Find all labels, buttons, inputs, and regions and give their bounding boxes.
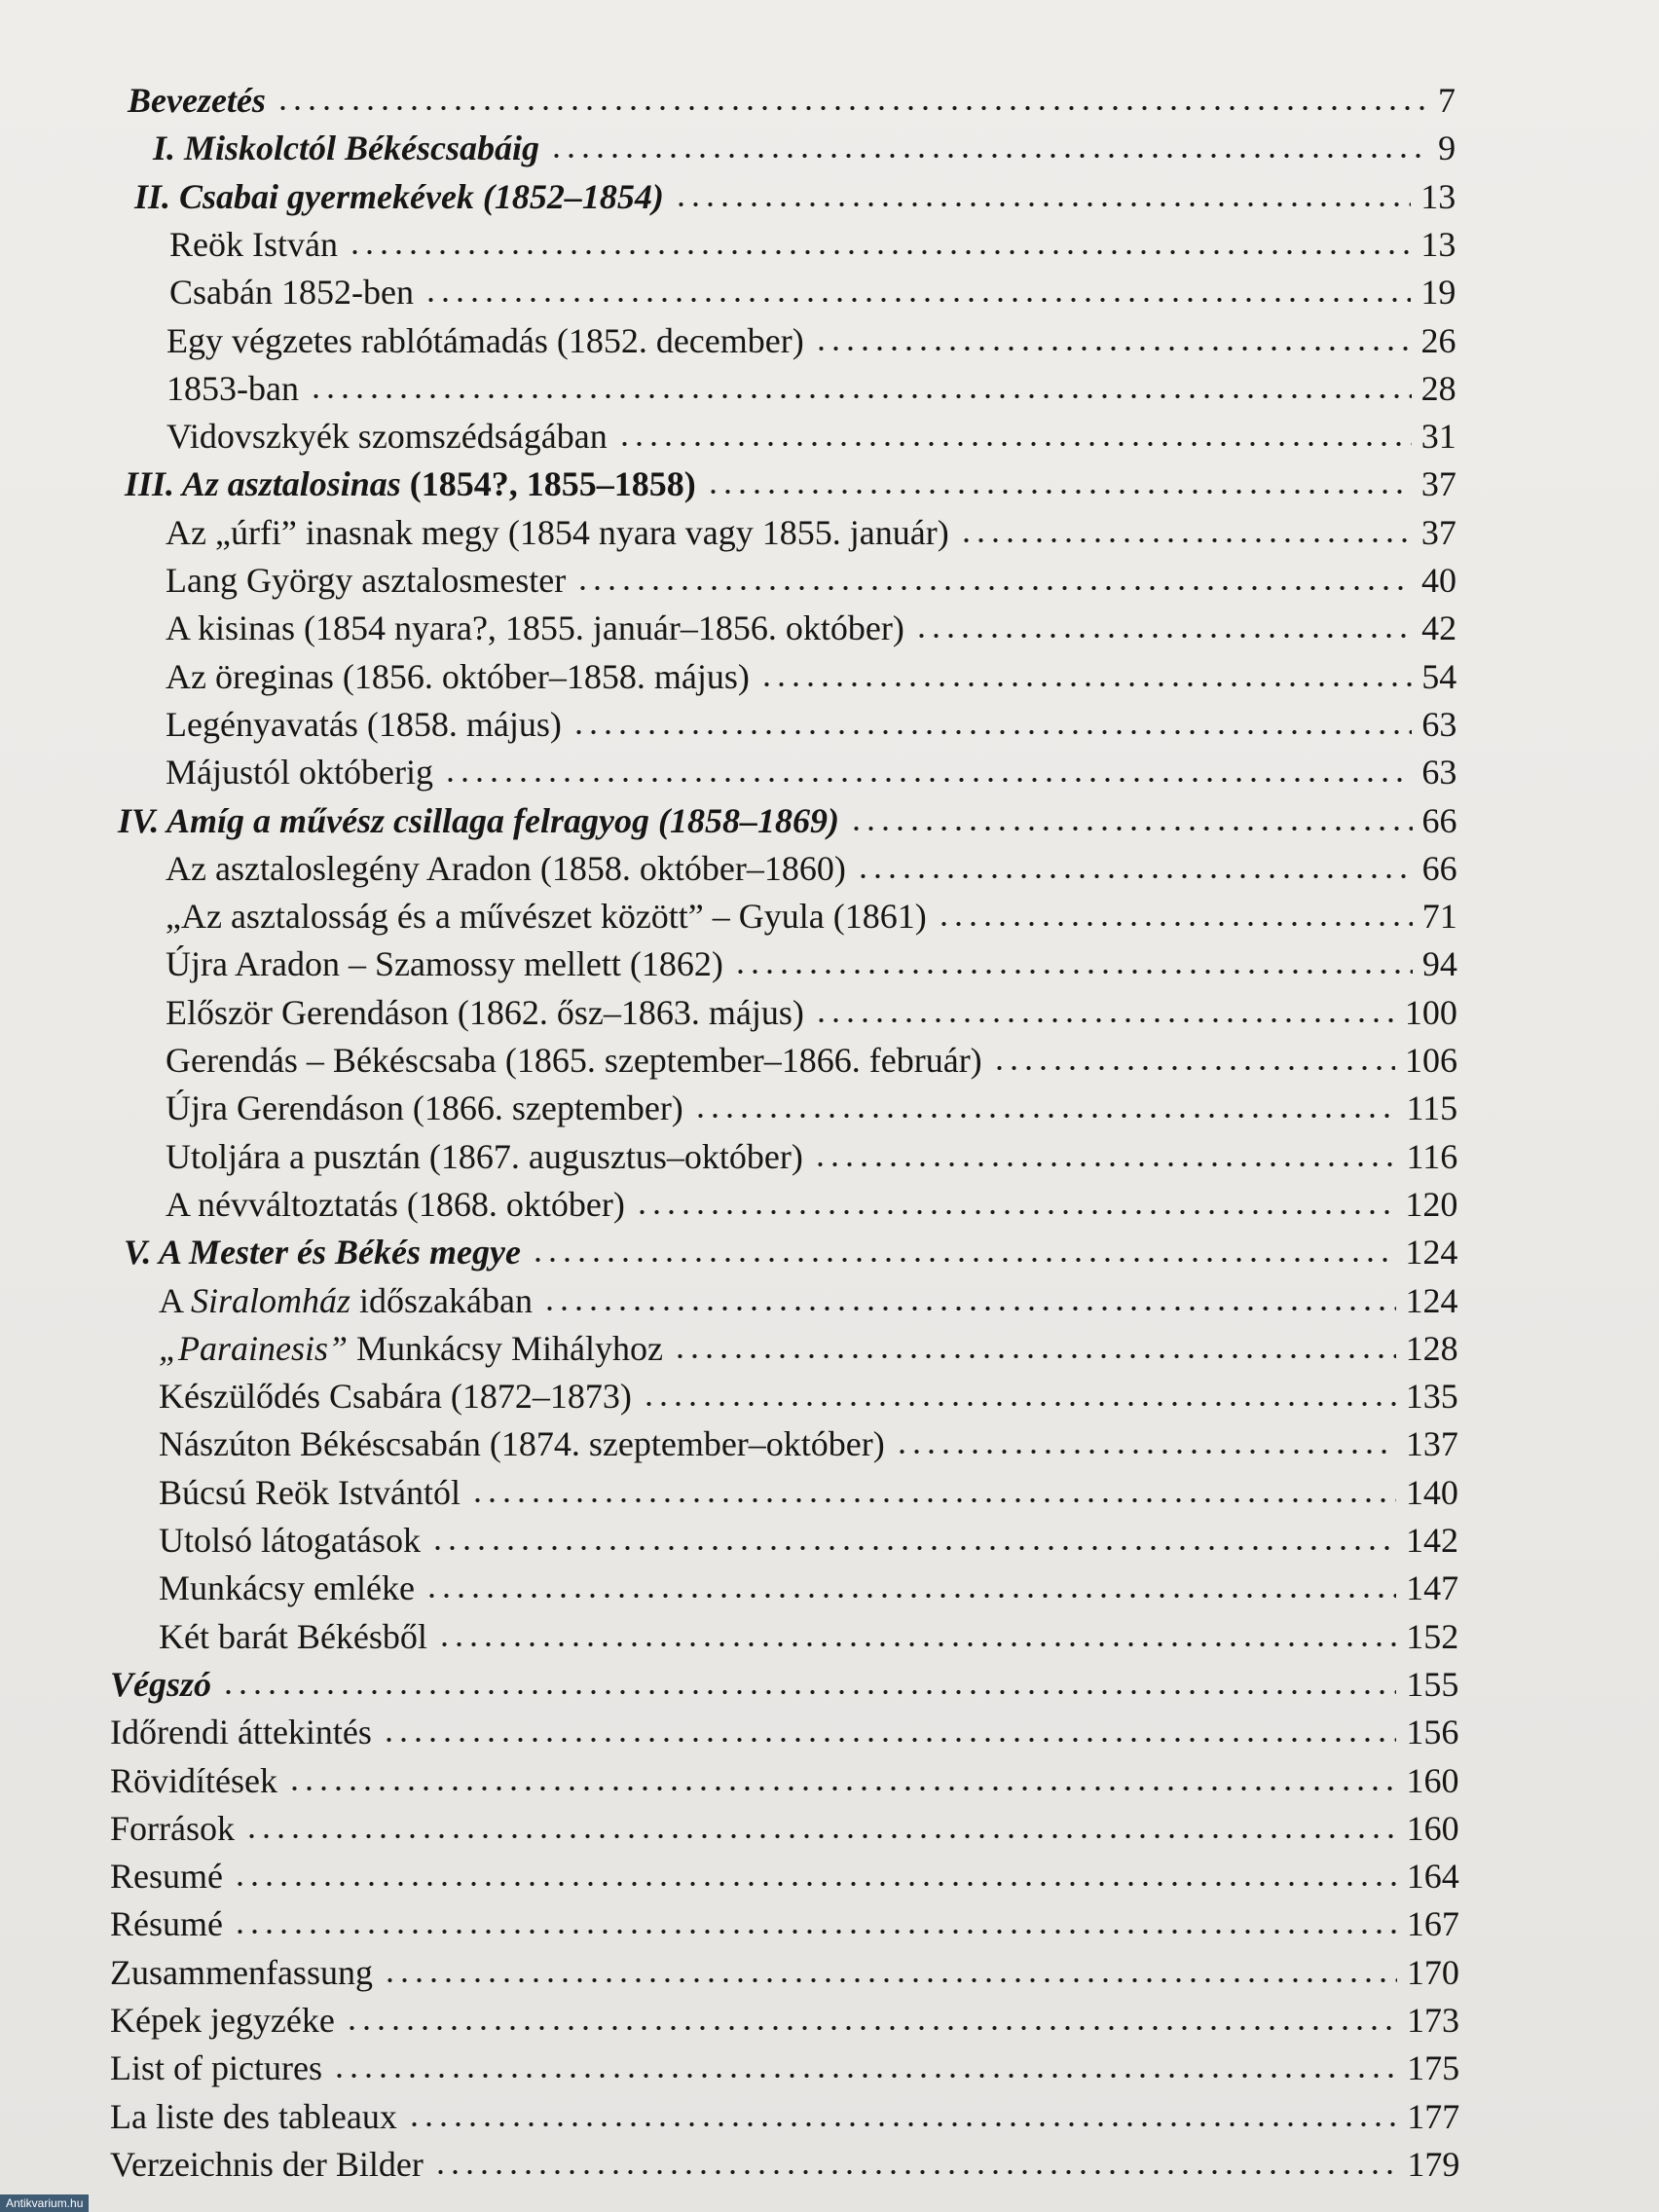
toc-entry-title: Legényavatás (1858. május) xyxy=(166,704,562,744)
toc-page-number: 116 xyxy=(1406,1136,1458,1176)
toc-entry-title: Időrendi áttekintés xyxy=(110,1713,372,1752)
toc-entry-title-part: Munkácsy Mihályhoz xyxy=(348,1328,663,1368)
toc-entry-title: „Az asztalosság és a művészet között” – Gyula (1861) xyxy=(166,897,927,937)
toc-entry-title xyxy=(159,1278,533,1323)
toc-leader-dots xyxy=(348,248,1411,256)
toc-leader-dots xyxy=(470,1496,1396,1504)
toc-leader-dots xyxy=(221,1688,1396,1696)
toc-entry-title: Először Gerendáson (1862. ősz–1863. május) xyxy=(166,992,804,1032)
toc-page-number: 173 xyxy=(1407,2001,1459,2040)
toc-entry-title: Az „úrfi” inasnak megy (1854 nyara vagy 1855. január) xyxy=(166,512,949,552)
toc-leader-dots xyxy=(959,536,1412,544)
toc-entry-title-part: III. Az asztalosinas xyxy=(125,464,401,504)
toc-page-number: 124 xyxy=(1405,1280,1458,1320)
toc-leader-dots xyxy=(575,584,1412,592)
toc-entry[interactable] xyxy=(166,414,1456,459)
toc-page-number: 106 xyxy=(1405,1041,1457,1080)
toc-leader-dots xyxy=(383,1976,1397,1984)
toc-entry-title: Képek jegyzéke xyxy=(110,2001,335,2040)
toc-entry[interactable] xyxy=(110,1710,1458,1754)
toc-entry[interactable] xyxy=(110,2094,1459,2139)
toc-page-number: 19 xyxy=(1420,273,1456,313)
toc-entry[interactable] xyxy=(110,1806,1459,1851)
toc-entry-title: Az öreginas (1856. október–1858. május) xyxy=(166,656,750,696)
toc-page-number: 177 xyxy=(1407,2096,1460,2136)
toc-entry[interactable] xyxy=(166,894,1457,939)
toc-entry-title: Rövidítések xyxy=(110,1760,277,1800)
toc-entry-title-part: A xyxy=(159,1280,192,1320)
toc-entry-title: Készülődés Csabára (1872–1873) xyxy=(159,1377,632,1417)
toc-entry[interactable] xyxy=(166,654,1456,699)
toc-page-number: 9 xyxy=(1438,129,1456,168)
toc-leader-dots xyxy=(856,872,1413,880)
toc-entry-title: Végszó xyxy=(110,1664,212,1704)
toc-entry-title-part: (1854?, 1855–1858) xyxy=(400,464,696,504)
toc-entry[interactable] xyxy=(166,558,1456,603)
toc-leader-dots xyxy=(914,632,1412,640)
toc-leader-dots xyxy=(233,1928,1397,1936)
toc-entry-title: Két barát Békésből xyxy=(159,1616,427,1656)
toc-leader-dots xyxy=(849,825,1413,832)
toc-entry[interactable] xyxy=(110,1758,1459,1803)
toc-entry-title: La liste des tableaux xyxy=(110,2096,397,2136)
toc-page-number: 100 xyxy=(1404,992,1457,1032)
toc-page-number: 37 xyxy=(1420,464,1456,504)
toc-leader-dots xyxy=(437,1641,1396,1648)
toc-page-number: 7 xyxy=(1438,81,1456,120)
toc-page-number: 37 xyxy=(1420,512,1456,552)
toc-page-number: 63 xyxy=(1421,753,1457,793)
toc-leader-dots xyxy=(244,1832,1397,1840)
toc-leader-dots xyxy=(531,1256,1395,1264)
toc-entry-title: I. Miskolctól Békéscsabáig xyxy=(153,129,539,168)
toc-entry[interactable] xyxy=(159,1421,1458,1466)
toc-entry-title: Reök István xyxy=(169,224,338,264)
watermark: Antikvarium.hu xyxy=(0,2194,89,2212)
toc-entry-title: Újra Gerendáson (1866. szeptember) xyxy=(166,1088,683,1128)
toc-entry[interactable] xyxy=(159,1374,1458,1419)
toc-page-number: 175 xyxy=(1407,2048,1460,2088)
toc-entry-title: IV. Amíg a művész csillaga felragyog (1858–1869) xyxy=(118,800,839,840)
toc-leader-dots xyxy=(443,776,1412,784)
toc-page-number: 40 xyxy=(1421,561,1456,600)
toc-leader-dots xyxy=(332,2072,1397,2080)
toc-entry-title: Egy végzetes rablótámadás (1852. december) xyxy=(166,320,804,360)
toc-entry[interactable] xyxy=(166,1182,1457,1227)
toc-entry[interactable] xyxy=(166,846,1457,891)
toc-leader-dots xyxy=(617,440,1412,448)
toc-entry-title: II. Csabai gyermekévek (1852–1854) xyxy=(134,176,664,216)
toc-page-number: 179 xyxy=(1407,2144,1460,2184)
toc-entry[interactable] xyxy=(166,750,1456,794)
toc-entry[interactable] xyxy=(159,1614,1458,1659)
toc-page-number: 140 xyxy=(1405,1472,1458,1512)
toc-page-number: 167 xyxy=(1406,1904,1459,1944)
toc-entry[interactable] xyxy=(118,798,1457,843)
toc-entry-title: A névváltoztatás (1868. október) xyxy=(166,1184,625,1224)
toc-leader-dots xyxy=(433,2168,1397,2176)
toc-entry-title: Resumé xyxy=(110,1857,223,1897)
toc-leader-dots xyxy=(895,1448,1396,1456)
toc-leader-dots xyxy=(937,920,1413,928)
toc-leader-dots xyxy=(424,1592,1396,1600)
toc-leader-dots xyxy=(430,1544,1396,1552)
toc-page-number: 13 xyxy=(1420,176,1456,216)
toc-entry[interactable] xyxy=(110,1901,1459,1946)
toc-entry-title: Résumé xyxy=(110,1904,223,1944)
toc-entry[interactable] xyxy=(153,126,1456,170)
toc-page-number: 42 xyxy=(1421,608,1457,648)
toc-entry[interactable] xyxy=(159,1566,1458,1610)
toc-entry[interactable] xyxy=(110,2046,1459,2090)
toc-leader-dots xyxy=(549,152,1428,160)
toc-entry-title: Újra Aradon – Szamossy mellett (1862) xyxy=(166,944,723,984)
toc-entry-title: Utoljára a pusztán (1867. augusztus–október) xyxy=(166,1136,803,1176)
toc-entry[interactable] xyxy=(166,606,1456,650)
toc-entry-title xyxy=(159,1326,663,1371)
toc-entry[interactable] xyxy=(166,510,1456,555)
toc-entry-title: List of pictures xyxy=(110,2048,322,2088)
toc-page-number: 54 xyxy=(1421,656,1457,696)
toc-entry-title: Zusammenfassung xyxy=(110,1952,373,1992)
toc-entry[interactable] xyxy=(159,1518,1458,1563)
toc-page-number: 128 xyxy=(1405,1328,1458,1368)
toc-leader-dots xyxy=(642,1400,1396,1408)
toc-page-number: 31 xyxy=(1420,417,1456,457)
toc-page-number: 66 xyxy=(1421,848,1457,888)
toc-leader-dots xyxy=(759,681,1412,688)
toc-entry-title: Vidovszkyék szomszédságában xyxy=(166,417,608,457)
toc-page-number: 94 xyxy=(1421,944,1457,984)
toc-entry[interactable] xyxy=(166,702,1456,747)
toc-entry-title-part: Siralomház xyxy=(191,1280,351,1320)
toc-entry[interactable] xyxy=(159,1278,1458,1323)
toc-leader-dots xyxy=(309,392,1412,400)
toc-leader-dots xyxy=(814,1016,1395,1024)
toc-entry-title: Az asztaloslegény Aradon (1858. október–1860) xyxy=(166,848,846,888)
toc-entry[interactable] xyxy=(166,1086,1457,1130)
toc-leader-dots xyxy=(382,1736,1396,1744)
toc-page-number: 170 xyxy=(1406,1952,1459,1992)
toc-entry[interactable] xyxy=(110,1854,1459,1899)
toc-page-number: 135 xyxy=(1405,1377,1458,1417)
toc-entry-title: Munkácsy emléke xyxy=(159,1568,415,1608)
toc-page-number: 71 xyxy=(1421,897,1457,937)
toc-leader-dots xyxy=(673,1352,1396,1360)
toc-leader-dots xyxy=(287,1785,1397,1792)
toc-page-number: 115 xyxy=(1406,1088,1458,1128)
toc-leader-dots xyxy=(571,728,1412,736)
toc-entry[interactable] xyxy=(125,461,1456,506)
toc-page-number: 142 xyxy=(1406,1521,1458,1560)
toc-entry-title: Májustól októberig xyxy=(166,753,433,793)
toc-entry-title: Lang György asztalosmester xyxy=(166,561,567,600)
toc-page-number: 160 xyxy=(1406,1760,1459,1800)
toc-entry[interactable] xyxy=(110,1662,1458,1707)
toc-entry[interactable] xyxy=(169,222,1456,267)
toc-leader-dots xyxy=(276,104,1428,112)
toc-entry[interactable] xyxy=(166,1134,1457,1179)
toc-page-number: 120 xyxy=(1405,1184,1458,1224)
toc-leader-dots xyxy=(233,1880,1397,1888)
toc-entry-title: Utolsó látogatások xyxy=(159,1521,421,1560)
toc-entry-title: Nászúton Békéscsabán (1874. szeptember–október) xyxy=(159,1424,885,1464)
toc-page-number: 156 xyxy=(1406,1713,1459,1752)
toc-entry-title: Csabán 1852-ben xyxy=(169,273,414,313)
toc-page-number: 124 xyxy=(1405,1233,1458,1272)
toc-entry[interactable] xyxy=(128,78,1456,123)
toc-page-number: 13 xyxy=(1420,224,1456,264)
toc-entry-title xyxy=(125,461,696,506)
toc-entry[interactable] xyxy=(159,1326,1458,1371)
toc-entry-title: 1853-ban xyxy=(166,368,299,408)
toc-leader-dots xyxy=(992,1064,1395,1072)
toc-leader-dots xyxy=(706,488,1412,496)
toc-entry-title: Bevezetés xyxy=(128,81,266,120)
toc-page-number: 152 xyxy=(1406,1616,1459,1656)
toc-entry-title: A kisinas (1854 nyara?, 1855. január–1856. október) xyxy=(166,608,904,648)
toc-entry[interactable] xyxy=(166,366,1456,411)
toc-leader-dots xyxy=(635,1208,1395,1216)
toc-entry[interactable] xyxy=(166,990,1457,1035)
toc-page-number: 137 xyxy=(1405,1424,1458,1464)
toc-entry-title: Gerendás – Békéscsaba (1865. szeptember–1866. február) xyxy=(166,1041,982,1080)
toc-leader-dots xyxy=(542,1305,1396,1312)
toc-entry[interactable] xyxy=(110,2142,1459,2187)
toc-entry[interactable] xyxy=(110,1998,1459,2043)
toc-entry-title: Verzeichnis der Bilder xyxy=(110,2144,424,2184)
toc-leader-dots xyxy=(407,2120,1397,2128)
toc-entry[interactable] xyxy=(110,1950,1459,1995)
toc-page-number: 66 xyxy=(1421,800,1457,840)
toc-page-number: 63 xyxy=(1421,704,1457,744)
toc-leader-dots xyxy=(693,1112,1397,1120)
toc-leader-dots xyxy=(424,296,1411,304)
toc-entry[interactable] xyxy=(159,1470,1458,1515)
toc-leader-dots xyxy=(814,345,1412,352)
toc-page-number: 164 xyxy=(1406,1857,1459,1897)
toc-entry-title-part: „Parainesis” xyxy=(159,1328,349,1368)
toc-entry-title: Források xyxy=(110,1808,235,1848)
toc-entry[interactable] xyxy=(134,174,1456,219)
toc-entry[interactable] xyxy=(166,941,1457,986)
toc-leader-dots xyxy=(674,201,1411,208)
toc-entry[interactable] xyxy=(169,270,1456,314)
toc-entry-title: Búcsú Reök Istvántól xyxy=(159,1472,461,1512)
toc-entry-title-part: időszakában xyxy=(350,1280,533,1320)
toc-leader-dots xyxy=(345,2024,1397,2032)
toc-page-number: 28 xyxy=(1420,368,1456,408)
toc-page-number: 26 xyxy=(1420,320,1456,360)
toc-leader-dots xyxy=(813,1161,1397,1168)
toc-entry[interactable] xyxy=(166,318,1456,363)
toc-page-number: 147 xyxy=(1406,1568,1459,1608)
toc-entry[interactable] xyxy=(124,1230,1457,1274)
toc-page-number: 160 xyxy=(1406,1808,1459,1848)
toc-entry[interactable] xyxy=(166,1038,1457,1083)
toc-page-number: 155 xyxy=(1406,1664,1459,1704)
toc-entry-title: V. A Mester és Békés megye xyxy=(124,1233,521,1272)
toc-leader-dots xyxy=(733,968,1413,976)
